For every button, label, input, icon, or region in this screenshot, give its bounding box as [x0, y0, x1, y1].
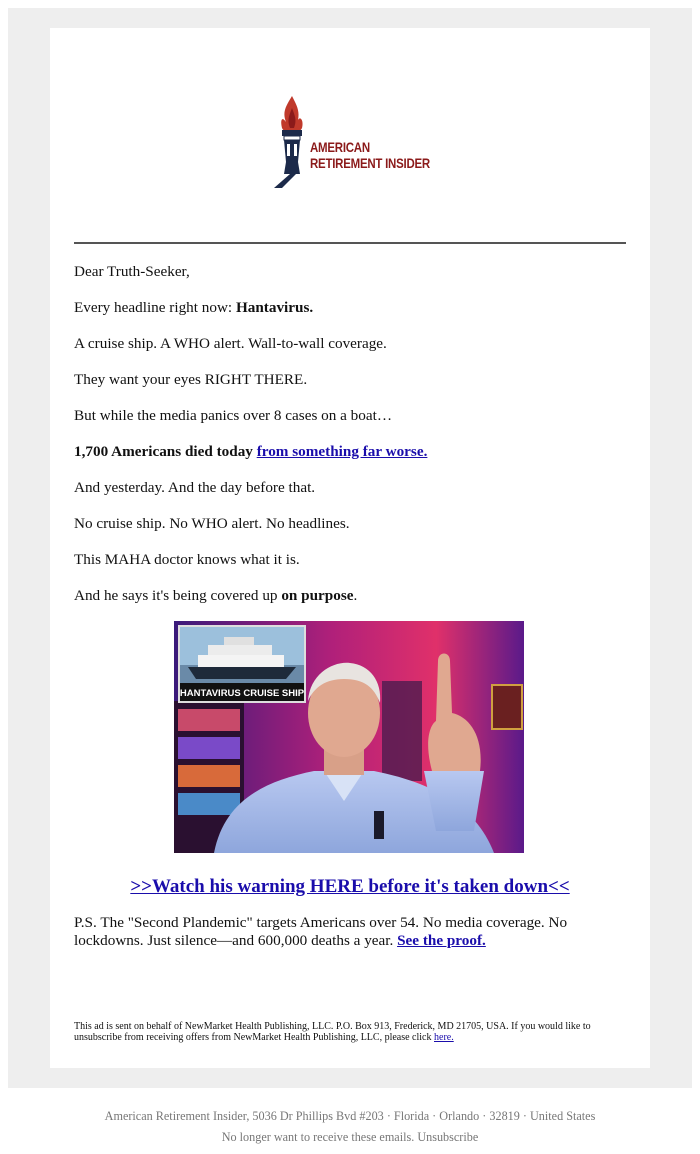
postscript-text: P.S. The "Second Plandemic" targets Americans over 54. No media coverage. No lockdowns. Just silence—and 600,000 deaths a year.	[74, 914, 568, 949]
hero-illustration	[174, 621, 524, 853]
paragraph-5-bold: 1,700 Americans died today	[74, 443, 253, 460]
paragraph-7: No cruise ship. No WHO alert. No headlines.	[74, 515, 350, 532]
paragraph-8: This MAHA doctor knows what it is.	[74, 551, 300, 568]
header-divider	[74, 242, 626, 244]
paragraph-9-bold: on purpose	[281, 587, 354, 604]
brand-name-line1: AMERICAN	[310, 139, 370, 155]
paragraph-5-link[interactable]: from something far worse.	[256, 443, 428, 460]
paragraph-3: They want your eyes RIGHT THERE.	[74, 371, 308, 388]
footer-unsubscribe[interactable]	[0, 1130, 700, 1145]
paragraph-9-suffix: .	[353, 587, 358, 604]
cta-container	[50, 876, 650, 898]
watch-warning-link[interactable]: >>Watch his warning HERE before it's taken down<<	[130, 876, 570, 897]
hero-image[interactable]	[174, 621, 524, 853]
unsubscribe-here-link[interactable]: here.	[434, 1032, 454, 1043]
see-proof-link[interactable]: See the proof.	[397, 932, 486, 949]
greeting: Dear Truth-Seeker,	[74, 263, 190, 280]
torch-logo-icon	[272, 94, 312, 190]
disclaimer	[74, 1021, 630, 1043]
brand-name	[310, 139, 430, 171]
paragraph-1-text: Every headline right now:	[74, 299, 236, 316]
postscript	[74, 914, 626, 950]
paragraph-4: But while the media panics over 8 cases on a boat…	[74, 407, 393, 424]
footer-unsubscribe-text[interactable]: No longer want to receive these emails. Unsubscribe	[221, 1130, 479, 1144]
hero-caption: HANTAVIRUS CRUISE SHIP	[179, 688, 305, 699]
disclaimer-text: This ad is sent on behalf of NewMarket Health Publishing, LLC. P.O. Box 913, Frederick, MD 21705, USA. If you would like to unsubscribe from receiving offers from NewMarket Health Publishing, LLC, please click	[74, 1021, 591, 1043]
email-card	[50, 28, 650, 1068]
paragraph-1-bold: Hantavirus.	[235, 299, 314, 316]
brand-name-line2: RETIREMENT INSIDER	[310, 155, 430, 171]
brand-logo[interactable]	[272, 94, 434, 190]
paragraph-6: And yesterday. And the day before that.	[74, 479, 316, 496]
email-wrapper	[8, 8, 692, 1088]
paragraph-9	[74, 586, 634, 605]
paragraph-5	[74, 442, 634, 461]
footer-address: American Retirement Insider, 5036 Dr Phillips Bvd #203 · Florida · Orlando · 32819 · United States	[104, 1109, 596, 1123]
paragraph-2: A cruise ship. A WHO alert. Wall-to-wall coverage.	[74, 335, 387, 352]
paragraph-1	[74, 298, 634, 317]
paragraph-9-text: And he says it's being covered up	[74, 587, 282, 604]
